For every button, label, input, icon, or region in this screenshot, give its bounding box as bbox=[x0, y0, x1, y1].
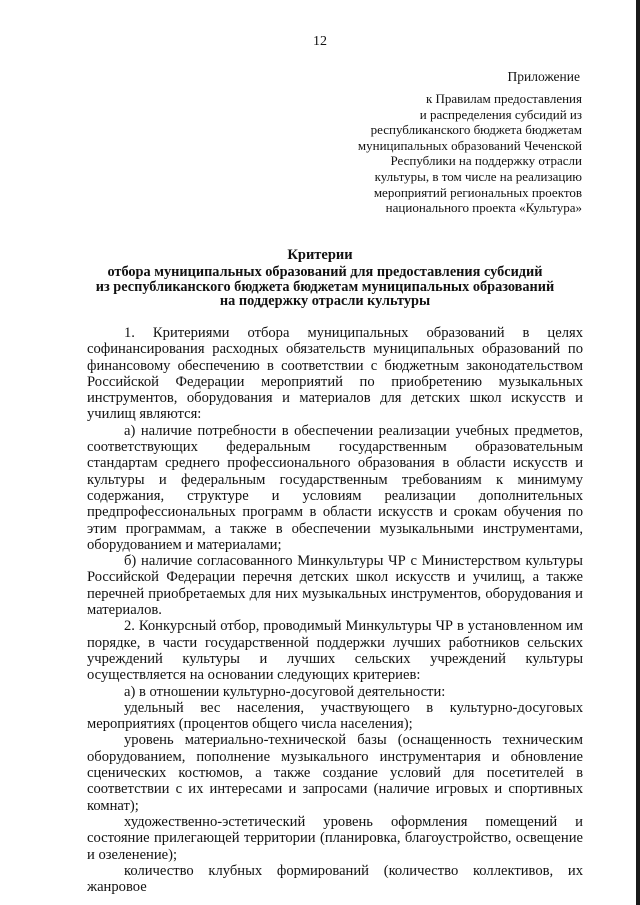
scan-edge-border bbox=[636, 0, 640, 905]
paragraph-1b: б) наличие согласованного Минкультуры ЧР с Министерством культуры Российской Федерации перечня детских школ искусств и училищ, а также перечней приобретаемых для них музыкальных инструментов, оборудования и материалов. bbox=[87, 553, 583, 619]
appendix-label: Приложение bbox=[507, 69, 580, 84]
criterion-participation: удельный вес населения, участвующего в культурно-досуговых мероприятиях (процентов общего числа населения); bbox=[87, 699, 583, 733]
document-title: Критерии bbox=[287, 247, 353, 263]
paragraph-2a: а) в отношении культурно-досуговой деятельности: bbox=[124, 683, 446, 700]
page-number: 12 bbox=[313, 34, 327, 49]
criterion-aesthetic-level: художественно-эстетический уровень оформления помещений и состояние прилегающей территории (планировка, благоустройство, освещение и озеленение); bbox=[87, 813, 583, 863]
appendix-text: к Правилам предоставления и распределения субсидий из республиканского бюджета бюджетам муниципальных образований Чеченской Республики на поддержку отрасли культуры, в том числе на реализацию мероприятий региональных проектов национального проекта «Культура» bbox=[357, 91, 582, 216]
criterion-club-formations: количество клубных формирований (количество коллективов, их жанровое bbox=[87, 862, 583, 896]
paragraph-1a: а) наличие потребности в обеспечении реализации учебных предметов, соответствующих федеральным государственным образовательным стандартам среднего профессионального образования в области искусств и культуры и федеральным государственным требованиям к минимуму содержания, структуре и условиям реализации дополнительных предпрофессиональных программ в области искусств и срокам обучения по этим программам, а также в обеспечении музыкальными инструментами, оборудованием и материалами; bbox=[87, 422, 583, 553]
paragraph-2: 2. Конкурсный отбор, проводимый Минкультуры ЧР в установленном им порядке, в части государственной поддержки лучших работников сельских учреждений культуры и лучших сельских учреждений культуры осуществляется на основании следующих критериев: bbox=[87, 618, 583, 684]
criterion-material-base: уровень материально-технической базы (оснащенность техническим оборудованием, пополнение музыкального инструментария и обновление сценических костюмов, а также создание условий для посетителей в соответствии с их интересами и запросами (наличие игровых и спортивных комнат); bbox=[87, 732, 583, 814]
document-body bbox=[87, 325, 583, 895]
paragraph-1: 1. Критериями отбора муниципальных образований в целях софинансирования расходных обязательств муниципальных образований по финансовому обеспечению в соответствии с бюджетным законодательством Российской Федерации мероприятий по приобретению музыкальных инструментов, оборудования и материалов для детских школ искусств и училищ являются: bbox=[87, 325, 583, 423]
document-subtitle: отбора муниципальных образований для предоставления субсидий из республиканского бюджета бюджетам муниципальных образований на поддержку отрасли культуры bbox=[95, 264, 555, 309]
